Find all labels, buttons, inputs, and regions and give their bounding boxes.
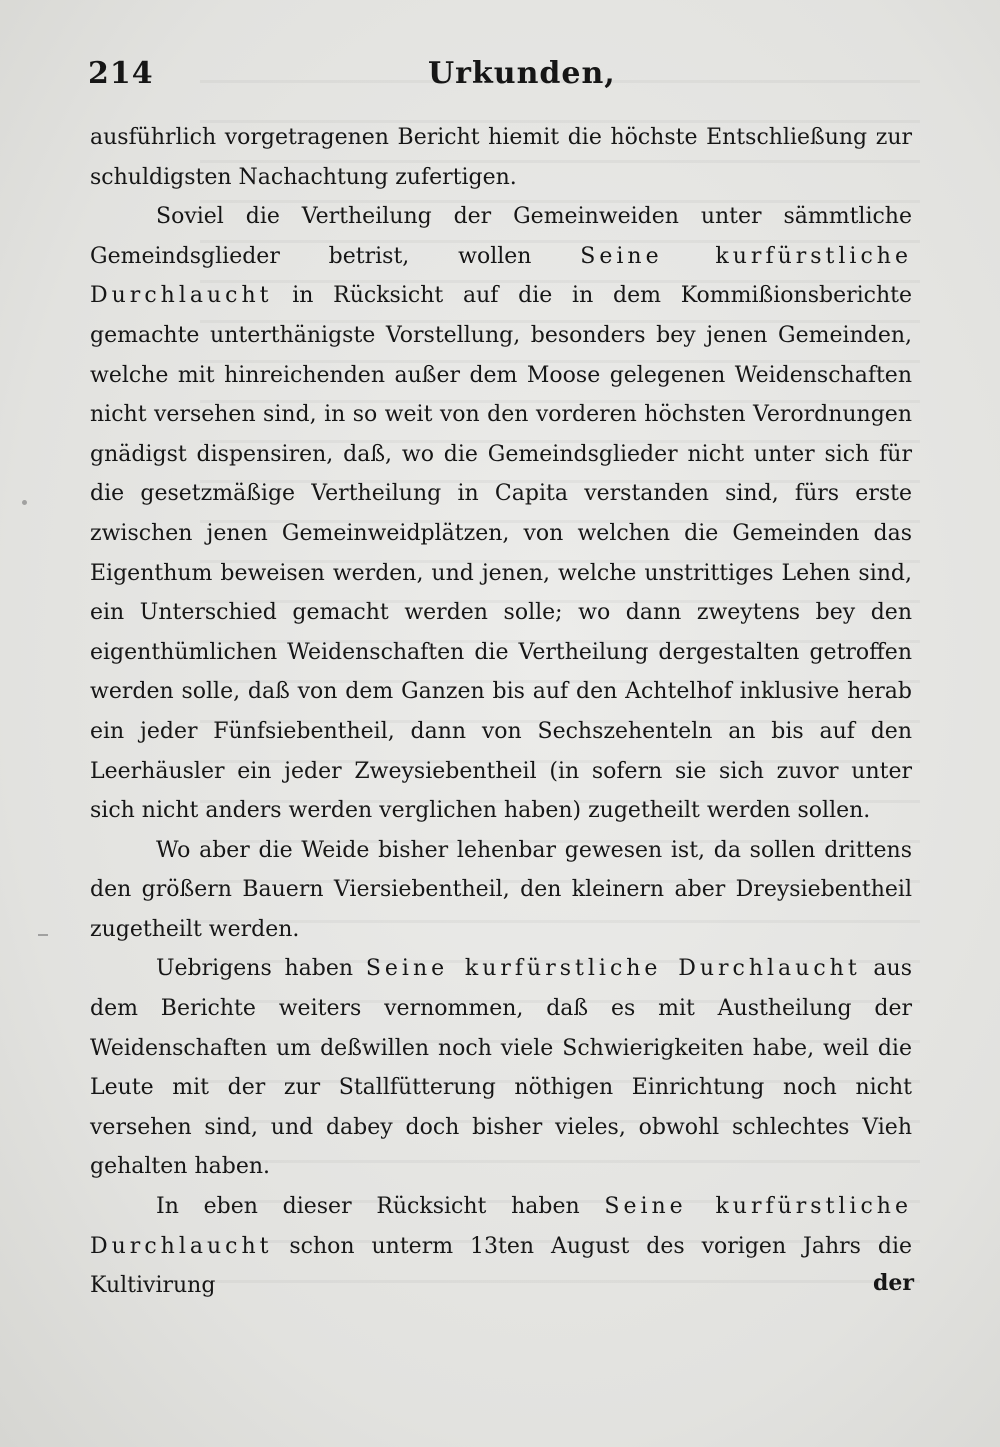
spaced-title: Seine kurfürstliche Durchlaucht [90,1194,912,1259]
paragraph-text: ausführlich vorgetragenen Bericht hiemit die höchste Entschließung zur schuldigsten Nachachtung zufertigen. [90,125,912,190]
paragraph-text-start: In eben dieser Rücksicht haben [156,1194,605,1220]
catchword: der [873,1270,914,1296]
paragraph-text: Wo aber die Weide bisher lehenbar gewesen ist, da sollen drittens den größern Bauern Viersiebentheil, den kleinern aber Dreysiebentheil zugetheilt werden. [90,837,912,942]
body-text [90,118,912,1306]
paragraph-5 [90,1187,912,1306]
paragraph-4 [90,949,912,1187]
spaced-title: Seine kurfürstliche Durchlaucht [90,243,912,309]
running-head: Urkunden, [428,56,616,91]
paragraph-text-start: Soviel die Vertheilung der Gemeinweiden unter sämmtliche Gemeindsglieder betrist, wollen [90,204,912,269]
paragraph-text-end: schon unterm 13ten August des vorigen Jahrs die Kultivirung [90,1233,912,1299]
page-number: 214 [88,56,154,91]
spaced-title: Seine kurfürstliche Durchlaucht [365,956,861,982]
paragraph-text-end: in Rücksicht auf die in dem Kommißionsberichte gemachte unterthänigste Vorstellung, besonders bey jenen Gemeinden, welche mit hinreichenden außer dem Moose gelegenen Weidenschaften nicht versehen sind, in so weit von den vorderen höchsten Verordnungen gnädigst dispensiren, daß, wo die Gemeindsglieder nicht unter sich für die gesetzmäßige Vertheilung in Capita verstanden sind, fürs erste zwischen jenen Gemeinweidplätzen, von welchen die Gemeinden das Eigenthum beweisen werden, und jenen, welche unstrittiges Lehen sind, ein Unterschied gemacht werden solle; wo dann zweytens bey den eigenthümlichen Weidenschaften die Vertheilung dergestalten getroffen werden solle, daß von dem Ganzen bis auf den Achtelhof inklusive herab ein jeder Fünfsiebentheil, dann von Sechszehenteln an bis auf den Leerhäusler ein jeder Zweysiebentheil (in sofern sie sich zuvor unter sich nicht anders werden verglichen haben) zugetheilt werden sollen. [90,283,912,824]
page-header [88,56,908,106]
paragraph-text-end: aus dem Berichte weiters vernommen, daß es mit Austheilung der Weidenschaften um deßwillen noch viele Schwierigkeiten habe, weil die Leute mit der zur Stallfütterung nöthigen Einrichtung noch nicht versehen sind, und dabey doch bisher vieles, obwohl schlechtes Vieh gehalten haben. [90,956,912,1180]
paragraph-3 [90,831,912,950]
paragraph-text-start: Uebrigens haben [156,956,366,982]
paragraph-1 [90,118,912,197]
margin-dash [38,934,48,936]
margin-speck [22,500,27,505]
paragraph-2 [90,197,912,831]
